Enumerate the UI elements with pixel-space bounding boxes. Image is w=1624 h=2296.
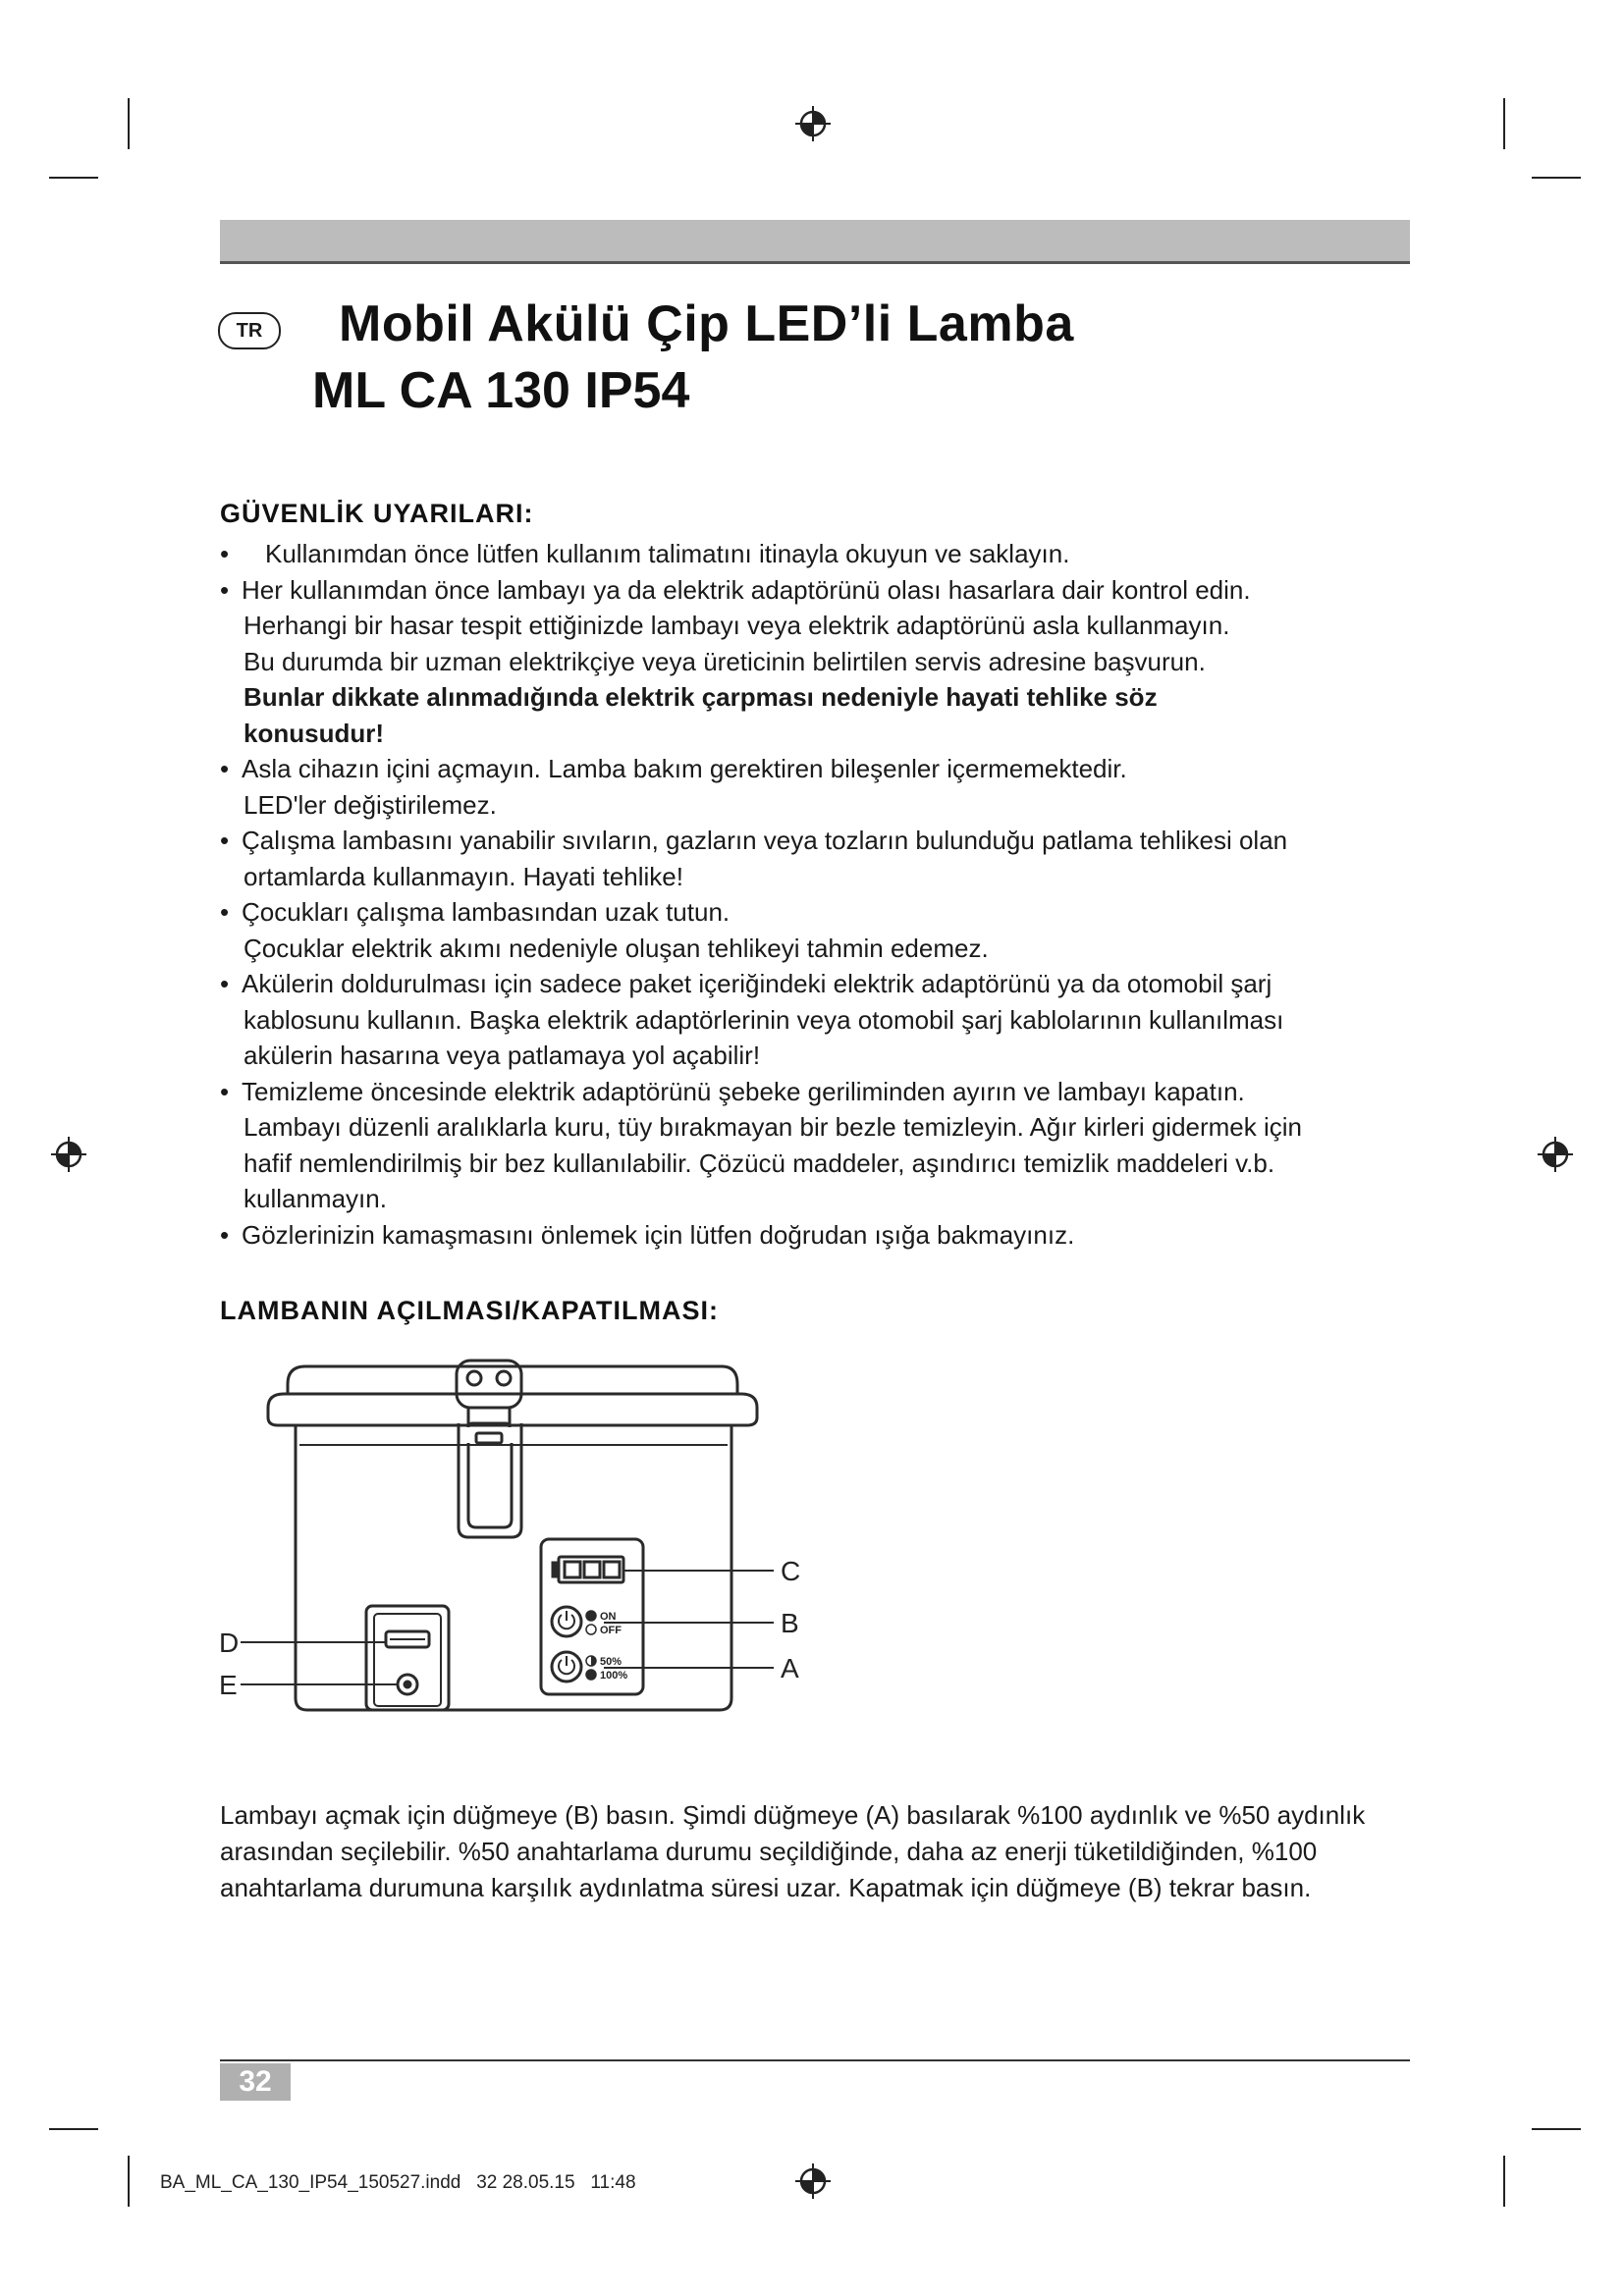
header-bar [220,220,1410,264]
crop-mark [1503,98,1505,149]
footer-rule [220,2059,1410,2061]
crop-mark [49,177,98,179]
label-b: B [781,1608,799,1638]
page-number: 32 [220,2063,291,2101]
list-item: • Kullanımdan önce lütfen kullanım talimatını itinayla okuyun ve saklayın. [220,539,1070,568]
on-label: ON [600,1611,617,1623]
off-label: OFF [600,1625,622,1636]
list-item: • Çalışma lambasını yanabilir sıvıların, gazların veya tozların bulunduğu patlama tehlikesi olan ortamlarda kullanmayın. Hayati tehlike! [220,826,1288,891]
hundred-percent-label: 100% [600,1670,628,1682]
safety-list [220,536,1418,1253]
fifty-percent-label: 50% [600,1656,623,1668]
list-item: • Gözlerinizin kamaşmasını önlemek için lütfen doğrudan ışığa bakmayınız. [220,1219,1075,1250]
model-title: ML CA 130 IP54 [312,362,690,419]
list-item: • Çocukları çalışma lambasından uzak tutun. Çocuklar elektrik akımı nedeniyle oluşan tehlikeyi tahmin edemez. [220,897,989,963]
device-diagram [211,1355,820,1737]
list-item: • Her kullanımdan önce lambayı ya da elektrik adaptörünü olası hasarlara dair kontrol edin. Herhangi bir hasar tespit ettiğinizde lambayı veya elektrik adaptörünü asla kullanmayın. Bu durumda bir uzman elektrikçiye veya üreticinin belirtilen servis adresine başvurun. Bunlar dikkate alınmadığında elektrik çarpması nedeniyle hayati tehlike söz konusudur! [220,574,1251,748]
crop-mark [1532,2128,1581,2130]
crop-mark [1532,177,1581,179]
operation-heading: LAMBANIN AÇILMASI/KAPATILMASI: [220,1296,719,1325]
label-c: C [781,1556,801,1586]
registration-mark-icon [1536,1135,1575,1174]
crop-mark [1503,2156,1505,2207]
operation-paragraph: Lambayı açmak için düğmeye (B) basın. Şimdi düğmeye (A) basılarak %100 aydınlık ve %50 aydınlık arasından seçilebilir. %50 anahtarlama durumu seçildiğinde, daha az enerji tüketildiğinden, %100 anahtarlama durumuna karşılık aydınlatma süresi uzar. Kapatmak için düğmeye (B) tekrar basın. [220,1800,1366,1902]
safety-heading: GÜVENLİK UYARILARI: [220,499,534,528]
crop-mark [128,98,130,149]
label-e: E [219,1670,238,1700]
list-item: • Asla cihazın içini açmayın. Lamba bakım gerektiren bileşenler içermemektedir. LED'ler değiştirilemez. [220,754,1127,820]
crop-mark [128,2156,130,2207]
list-item: • Temizleme öncesinde elektrik adaptörünü şebeke geriliminden ayırın ve lambayı kapatın. Lambayı düzenli aralıklarla kuru, tüy bırakmayan bir bezle temizleyin. Ağır kirleri gidermek için hafif nemlendirilmiş bir bez kullanılabilir. Çözücü maddeler, aşındırıcı temizlik maddeleri v.b. kullanmayın. [220,1076,1302,1213]
registration-mark-icon [793,104,833,143]
label-d: D [219,1628,240,1658]
registration-mark-icon [49,1135,88,1174]
crop-mark [49,2128,98,2130]
file-info: BA_ML_CA_130_IP54_150527.indd 32 28.05.15 11:48 [160,2172,636,2193]
language-badge: TR [218,312,281,349]
page-title: Mobil Akülü Çip LED’li Lamba [339,295,1074,352]
list-item: • Akülerin doldurulması için sadece paket içeriğindeki elektrik adaptörünü ya da otomobil şarj kablosunu kullanın. Başka elektrik adaptörlerinin veya otomobil şarj kablolarının kullanılması akülerin hasarına veya patlamaya yol açabilir! [220,969,1284,1070]
label-a: A [781,1653,799,1683]
registration-mark-icon [793,2162,833,2201]
